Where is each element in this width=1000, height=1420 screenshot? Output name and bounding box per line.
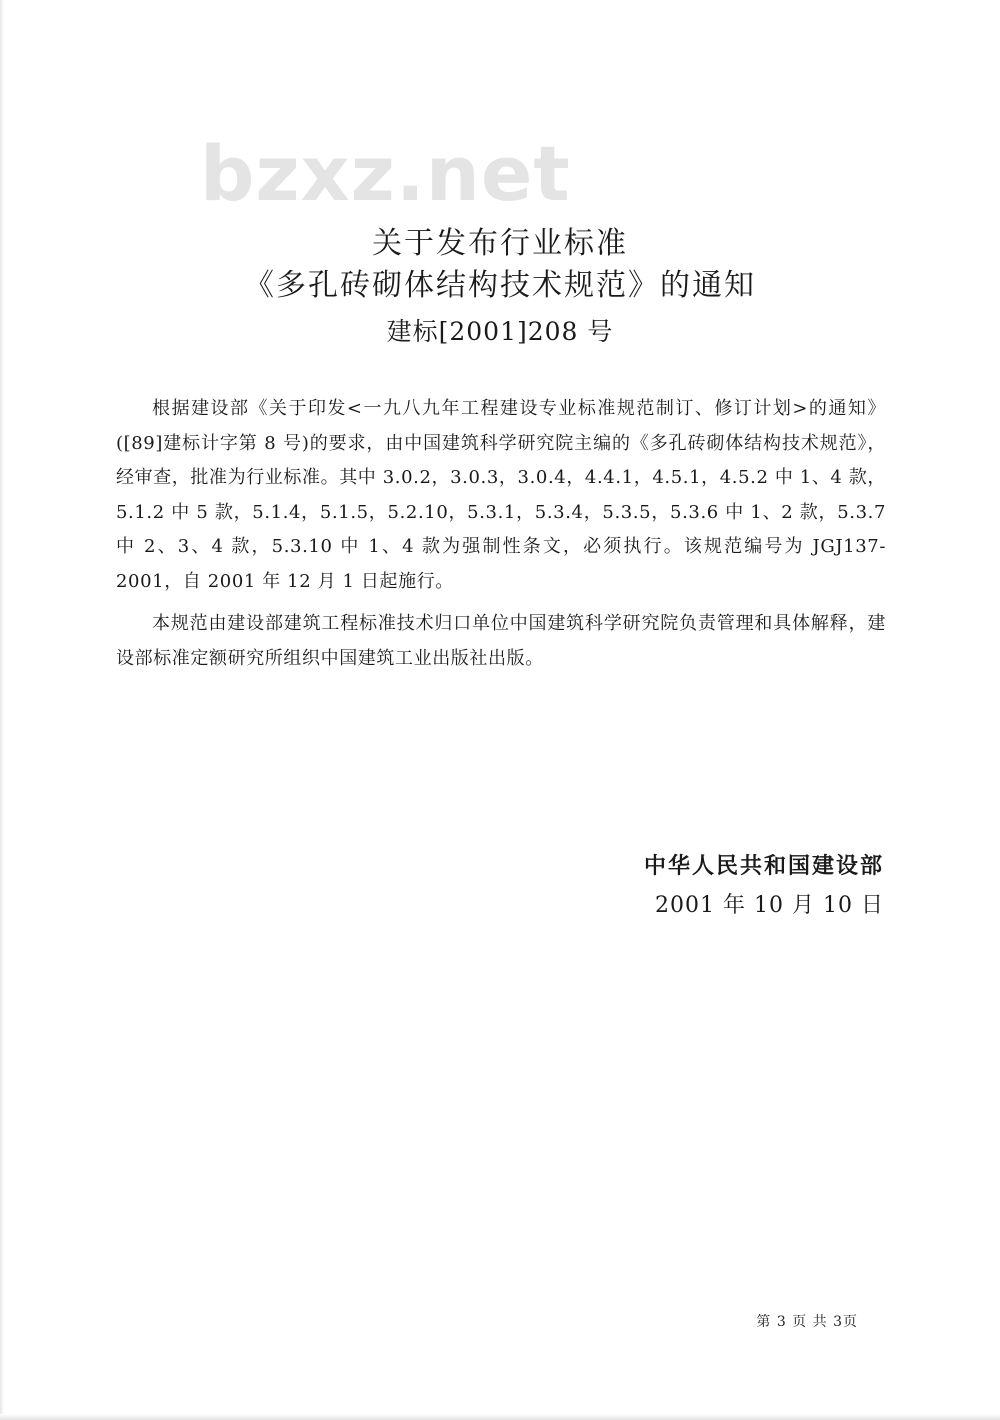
- body-paragraph-1: 根据建设部《关于印发<一九八九年工程建设专业标准规范制订、修订计划>的通知》([89]建标计字第 8 号)的要求，由中国建筑科学研究院主编的《多孔砖砌体结构技术规范》，经审查，批准为行业标准。其中 3.0.2，3.0.3，3.0.4，4.4.1，4.5.1，4.5.2 中 1、4 款，5.1.2 中 5 款，5.1.4，5.1.5，5.2.10，5.3.1，5.3.4，5.3.5，5.3.6 中 1、2 款，5.3.7 中 2、3、4 款，5.3.10 中 1、4 款为强制性条文，必须执行。该规范编号为 JGJ137-2001，自 2001 年 12 月 1 日起施行。: [116, 398, 886, 592]
- notice-body: [116, 392, 886, 684]
- signature-block: [644, 848, 884, 926]
- page-number: 第 3 页 共 3页: [756, 1314, 858, 1330]
- watermark: bzxz.net: [200, 129, 571, 218]
- notice-title-line2: 《多孔砖砌体结构技术规范》的通知: [244, 268, 756, 303]
- page-bottom-edge: [0, 1414, 1000, 1420]
- issuing-organization: 中华人民共和国建设部: [643, 854, 884, 879]
- body-paragraph-2: 本规范由建设部建筑工程标准技术归口单位中国建筑科学研究院负责管理和具体解释，建设部标准定额研究所组织中国建筑工业出版社出版。: [116, 613, 886, 669]
- issue-date: 2001 年 10 月 10 日: [655, 893, 884, 918]
- page-left-edge: [0, 0, 4, 1420]
- document-number: 建标[2001]208 号: [386, 317, 614, 346]
- notice-title-line1: 关于发布行业标准: [372, 226, 628, 261]
